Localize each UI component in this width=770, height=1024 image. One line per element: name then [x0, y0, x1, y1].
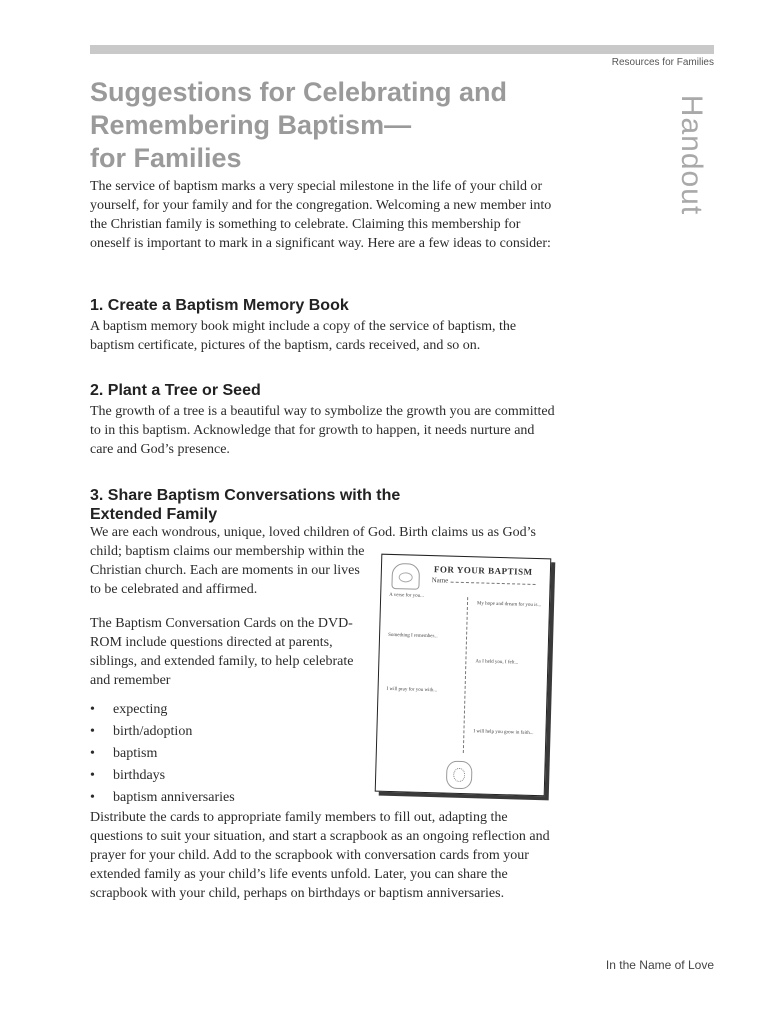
section-1-body: A baptism memory book might include a copy of the service of baptism, the baptism certificate, pictures of the baptism, cards received, and so on.	[90, 319, 517, 353]
section-3-p1-line-2: child; baptism claims our membership within the	[90, 544, 365, 559]
card-field: Something I remember...	[388, 632, 438, 640]
card-name-field	[432, 576, 536, 587]
page-title	[90, 76, 650, 175]
bullet-icon: •	[90, 746, 95, 761]
card-field: As I held you, I felt...	[475, 659, 519, 666]
list-item-label: birthdays	[113, 768, 166, 783]
card-field: A verse for you...	[389, 592, 424, 599]
card-field: My hope and dream for you is...	[476, 601, 542, 609]
side-tab	[666, 80, 716, 230]
title-line-1: Suggestions for Celebrating and	[90, 77, 508, 107]
list-item	[90, 743, 235, 765]
section-3-p1-line-1: We are each wondrous, unique, loved children of God. Birth claims us as God’s	[90, 525, 536, 540]
shell-icon	[391, 563, 420, 590]
section-1-heading: 1. Create a Baptism Memory Book	[90, 297, 349, 314]
card-title: FOR YOUR BAPTISM	[433, 564, 533, 577]
section-2-heading: 2. Plant a Tree or Seed	[90, 382, 261, 399]
list-item	[90, 699, 235, 721]
card-field: I will pray for you with...	[386, 686, 438, 694]
section-3-heading: 3. Share Baptism Conversations with the Extended Family	[90, 487, 401, 523]
side-tab-label: Handout	[675, 94, 708, 216]
section-3-paragraph-3: Distribute the cards to appropriate family members to fill out, adapting the questions to suit your situation, and start a scrapbook as an ongoing reflection and prayer for your child. Add to the scrapbook with conversation cards from your extended family as your child’s life events unfold. Later, you can share the scrapbook with your child, perhaps on birthdays or baptism anniversaries.	[90, 810, 550, 901]
bullet-icon: •	[90, 702, 95, 717]
card-field: I will help you grow in faith...	[473, 729, 534, 736]
section-3-paragraph-2: The Baptism Conversation Cards on the DVD-ROM include questions directed at parents, siblings, and extended family, to help celebrate and remember	[90, 616, 354, 688]
intro-paragraph: The service of baptism marks a very special milestone in the life of your child or yourself, for your family and for the congregation. Welcoming a new member into the Christian family is something to celebrate. Claiming this membership for oneself is important to mark in a significant way. Here are a few ideas to consider:	[90, 179, 552, 251]
bullet-icon: •	[90, 768, 95, 783]
footer-label: In the Name of Love	[605, 958, 714, 972]
bullet-icon: •	[90, 724, 95, 739]
occasion-list	[90, 699, 235, 809]
card-divider	[463, 597, 468, 753]
list-item-label: birth/adoption	[113, 724, 193, 739]
conversation-card	[375, 554, 552, 797]
conversation-card-illustration	[378, 556, 556, 798]
card-name-label: Name	[431, 576, 449, 585]
section-3-p1-line-3: Christian church. Each are moments in our lives	[90, 563, 360, 578]
list-item-label: expecting	[113, 702, 168, 717]
section-2-body: The growth of a tree is a beautiful way to symbolize the growth you are committed to in this baptism. Acknowledge that for growth to happen, it needs nurture and care and God’s presence.	[90, 404, 555, 457]
dove-icon	[446, 761, 473, 790]
title-line-3: for Families	[90, 143, 242, 173]
list-item	[90, 787, 235, 809]
list-item	[90, 721, 235, 743]
list-item-label: baptism	[113, 746, 158, 761]
bullet-icon: •	[90, 790, 95, 805]
section-3-p1-line-4: to be celebrated and affirmed.	[90, 582, 258, 597]
list-item-label: baptism anniversaries	[113, 790, 235, 805]
top-rule	[90, 45, 714, 54]
title-line-2: Remembering Baptism—	[90, 110, 412, 140]
header-label: Resources for Families	[611, 57, 714, 68]
list-item	[90, 765, 235, 787]
